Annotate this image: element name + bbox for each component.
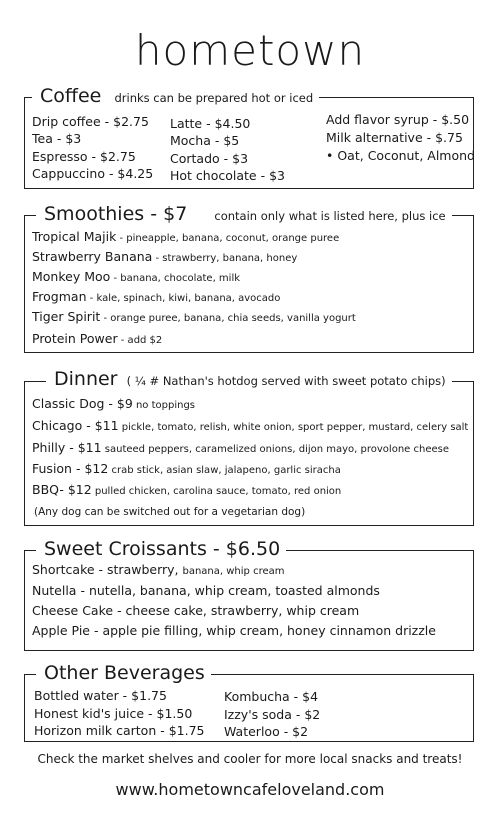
item-description: pickle, tomato, relish, white onion, sport pepper, mustard, celery salt	[118, 422, 469, 433]
menu-item	[32, 461, 341, 476]
menu-item: Milk alternative - $.75	[326, 130, 463, 145]
menu-item	[32, 418, 468, 433]
item-description: - add $2	[117, 335, 163, 346]
dinner-footnote: (Any dog can be switched out for a vegetarian dog)	[34, 506, 306, 518]
item-description: crab stick, asian slaw, jalapeno, garlic siracha	[108, 465, 341, 476]
coffee-heading: Coffee	[40, 85, 102, 107]
menu-item	[32, 249, 297, 264]
menu-item	[32, 482, 341, 497]
website-link[interactable]: www.hometowncafeloveland.com	[115, 780, 385, 799]
item-description: - pineapple, banana, coconut, orange puree	[116, 233, 340, 244]
item-description: banana, whip cream	[182, 566, 285, 577]
menu-item	[32, 603, 359, 618]
item-description: no toppings	[132, 400, 196, 411]
item-description: - strawberry, banana, honey	[152, 253, 298, 264]
menu-item: Mocha - $5	[170, 133, 240, 148]
item-description: - banana, chocolate, milk	[110, 273, 241, 284]
item-description: sauteed peppers, caramelized onions, dijon mayo, provolone cheese	[101, 444, 449, 455]
menu-item	[32, 562, 284, 577]
menu-item	[32, 623, 436, 638]
page-title: hometown	[134, 26, 366, 75]
item-name: Fusion - $12	[32, 461, 109, 476]
menu-item: Latte - $4.50	[170, 116, 251, 131]
beverages-heading: Other Beverages	[44, 662, 205, 684]
dinner-note: ( ¼ # Nathan's hotdog served with sweet potato chips)	[126, 374, 446, 388]
item-name: Shortcake	[32, 562, 95, 577]
item-name: Frogman	[32, 289, 87, 304]
item-description: - strawberry,	[94, 562, 183, 577]
item-description: - kale, spinach, kiwi, banana, avocado	[86, 293, 281, 304]
menu-item	[32, 440, 449, 455]
dinner-heading: Dinner	[54, 368, 118, 390]
menu-item: Waterloo - $2	[224, 724, 309, 739]
dinner-header	[46, 368, 452, 390]
menu-item: Cortado - $3	[170, 151, 249, 166]
menu-item	[32, 269, 240, 284]
menu-item	[32, 583, 380, 598]
menu-item: Horizon milk carton - $1.75	[34, 723, 205, 738]
item-name: Cheese Cake	[32, 603, 114, 618]
item-description: - orange puree, banana, chia seeds, vanilla yogurt	[100, 313, 356, 324]
croissants-heading: Sweet Croissants - $6.50	[44, 538, 281, 560]
item-name: Strawberry Banana	[32, 249, 153, 264]
menu-item: • Oat, Coconut, Almond	[326, 148, 475, 163]
smoothies-header	[36, 203, 452, 225]
item-name: Classic Dog - $9	[32, 396, 133, 411]
item-name: Tropical Majik	[32, 229, 117, 244]
menu-item: Kombucha - $4	[224, 689, 319, 704]
item-name: Nutella	[32, 583, 77, 598]
menu-item: Bottled water - $1.75	[34, 688, 167, 703]
menu-item	[32, 396, 195, 411]
menu-item: Hot chocolate - $3	[170, 168, 285, 183]
menu-item: Add flavor syrup - $.50	[326, 112, 470, 127]
item-name: Chicago - $11	[32, 418, 119, 433]
menu-item: Tea - $3	[32, 131, 82, 146]
menu-item	[32, 309, 356, 324]
item-description: pulled chicken, carolina sauce, tomato, red onion	[91, 486, 342, 497]
smoothies-note: contain only what is listed here, plus ice	[214, 209, 446, 223]
menu-item	[32, 229, 339, 244]
beverages-header	[36, 662, 211, 684]
footer-note: Check the market shelves and cooler for more local snacks and treats!	[37, 752, 463, 766]
item-name: Philly - $11	[32, 440, 102, 455]
menu-item: Cappuccino - $4.25	[32, 166, 154, 181]
item-name: BBQ- $12	[32, 482, 92, 497]
coffee-header	[32, 85, 319, 107]
menu-item	[32, 331, 162, 346]
menu-item: Izzy's soda - $2	[224, 707, 321, 722]
item-name: Protein Power	[32, 331, 118, 346]
item-name: Apple Pie	[32, 623, 90, 638]
item-description: - nutella, banana, whip cream, toasted almonds	[76, 583, 380, 598]
menu-item	[32, 289, 280, 304]
croissants-header	[36, 538, 286, 560]
item-description: - cheese cake, strawberry, whip cream	[113, 603, 360, 618]
menu-item: Drip coffee - $2.75	[32, 114, 149, 129]
item-name: Tiger Spirit	[32, 309, 101, 324]
item-description: - apple pie filling, whip cream, honey cinnamon drizzle	[89, 623, 436, 638]
coffee-note: drinks can be prepared hot or iced	[114, 91, 314, 105]
item-name: Monkey Moo	[32, 269, 111, 284]
menu-item: Honest kid's juice - $1.50	[34, 706, 193, 721]
menu-item: Espresso - $2.75	[32, 149, 136, 164]
smoothies-heading: Smoothies - $7	[44, 203, 188, 225]
